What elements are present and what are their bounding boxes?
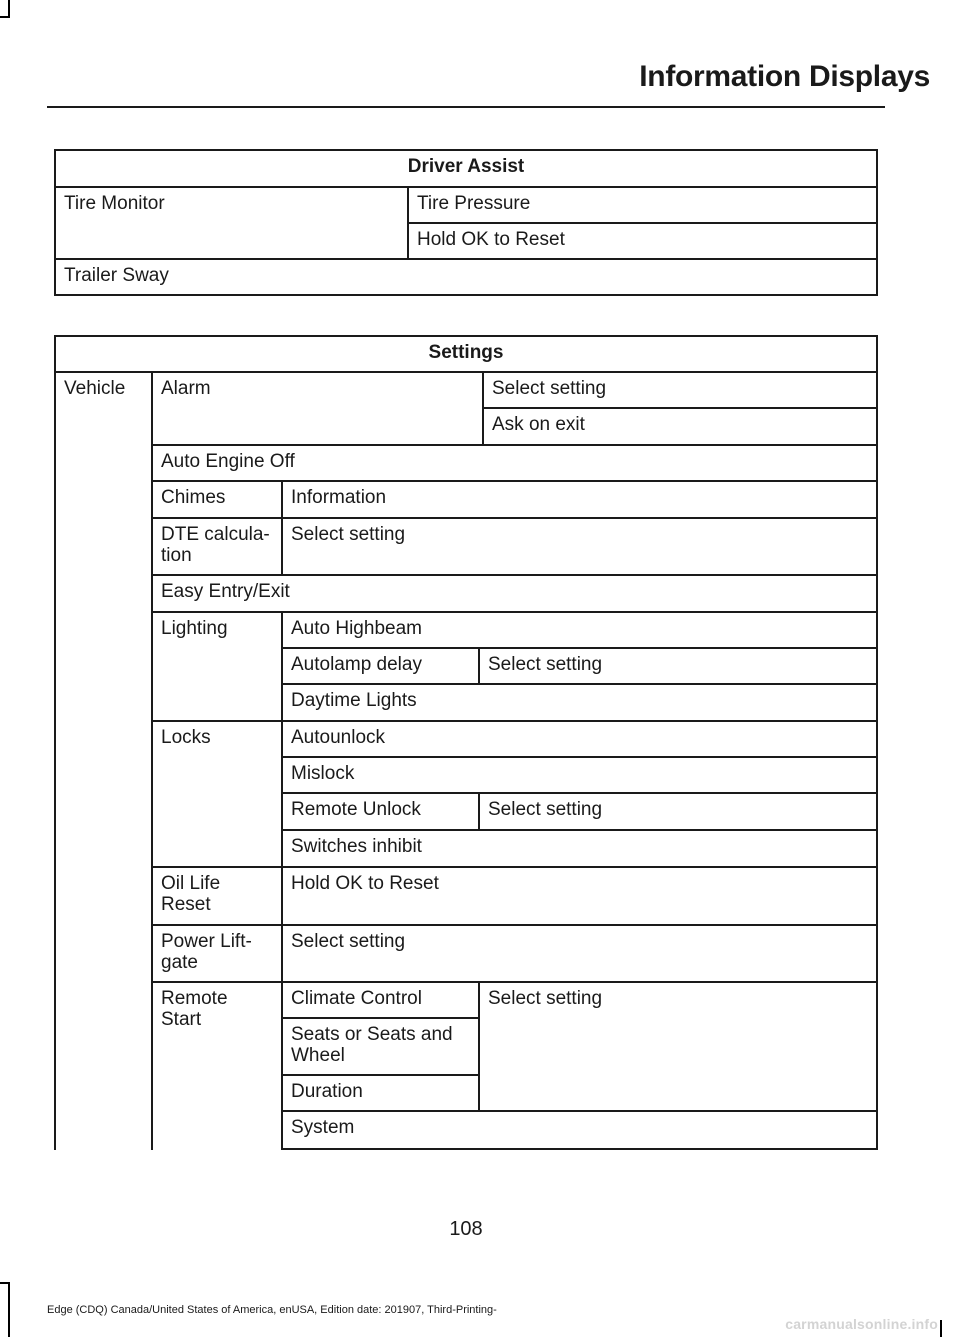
table-cell: Select setting bbox=[478, 981, 878, 1111]
page-number: 108 bbox=[449, 1218, 483, 1240]
table-cell: Vehicle bbox=[54, 371, 152, 1150]
table-cell: Select setting bbox=[478, 647, 878, 684]
table-cell: Hold OK to Reset bbox=[407, 222, 878, 259]
table-cell: Lighting bbox=[151, 611, 282, 721]
table-cell: Remote Start bbox=[151, 981, 282, 1150]
crop-mark-bottom-left-v bbox=[8, 1282, 10, 1337]
table-cell: DTE calcula- tion bbox=[151, 517, 282, 575]
page-title: Information Displays bbox=[639, 60, 930, 93]
table-cell: Switches inhibit bbox=[281, 829, 878, 867]
table-heading: Settings bbox=[54, 335, 878, 373]
table-heading: Driver Assist bbox=[54, 149, 878, 187]
driver-assist-table bbox=[54, 149, 878, 296]
table-cell: Daytime Lights bbox=[281, 683, 878, 721]
table-cell: Chimes bbox=[151, 480, 282, 518]
table-cell: Alarm bbox=[151, 371, 483, 445]
table-cell: Auto Highbeam bbox=[281, 611, 878, 648]
table-cell: Select setting bbox=[281, 924, 878, 982]
table-cell: Auto Engine Off bbox=[151, 444, 878, 481]
watermark: carmanualsonline.info bbox=[785, 1316, 938, 1332]
table-cell: Remote Unlock bbox=[281, 792, 479, 830]
table-cell: Power Lift- gate bbox=[151, 924, 282, 982]
table-cell: System bbox=[281, 1110, 878, 1150]
crop-mark-bottom-right-v bbox=[940, 1320, 942, 1337]
table-cell: Oil Life Reset bbox=[151, 866, 282, 925]
table-cell: Duration bbox=[281, 1074, 479, 1111]
table-cell: Select setting bbox=[281, 517, 878, 575]
table-cell: Tire Monitor bbox=[54, 186, 408, 259]
table-cell: Autounlock bbox=[281, 720, 878, 757]
table-cell: Mislock bbox=[281, 756, 878, 793]
table-cell: Climate Control bbox=[281, 981, 479, 1018]
crop-mark-top-left-h bbox=[0, 16, 10, 18]
table-cell: Hold OK to Reset bbox=[281, 866, 878, 925]
table-cell: Easy Entry/Exit bbox=[151, 574, 878, 612]
edition-footer: Edge (CDQ) Canada/United States of America, enUSA, Edition date: 201907, Third-Printing- bbox=[47, 1304, 497, 1316]
table-cell: Trailer Sway bbox=[54, 258, 878, 296]
table-cell: Ask on exit bbox=[482, 407, 878, 445]
table-cell: Autolamp delay bbox=[281, 647, 479, 684]
table-cell: Tire Pressure bbox=[407, 186, 878, 223]
table-cell: Information bbox=[281, 480, 878, 518]
table-cell: Select setting bbox=[482, 371, 878, 408]
table-cell: Seats or Seats and Wheel bbox=[281, 1017, 479, 1075]
crop-mark-bottom-left-h bbox=[0, 1282, 10, 1284]
table-cell: Locks bbox=[151, 720, 282, 867]
table-cell: Select setting bbox=[478, 792, 878, 830]
title-divider bbox=[47, 106, 885, 108]
settings-table bbox=[54, 335, 878, 1150]
